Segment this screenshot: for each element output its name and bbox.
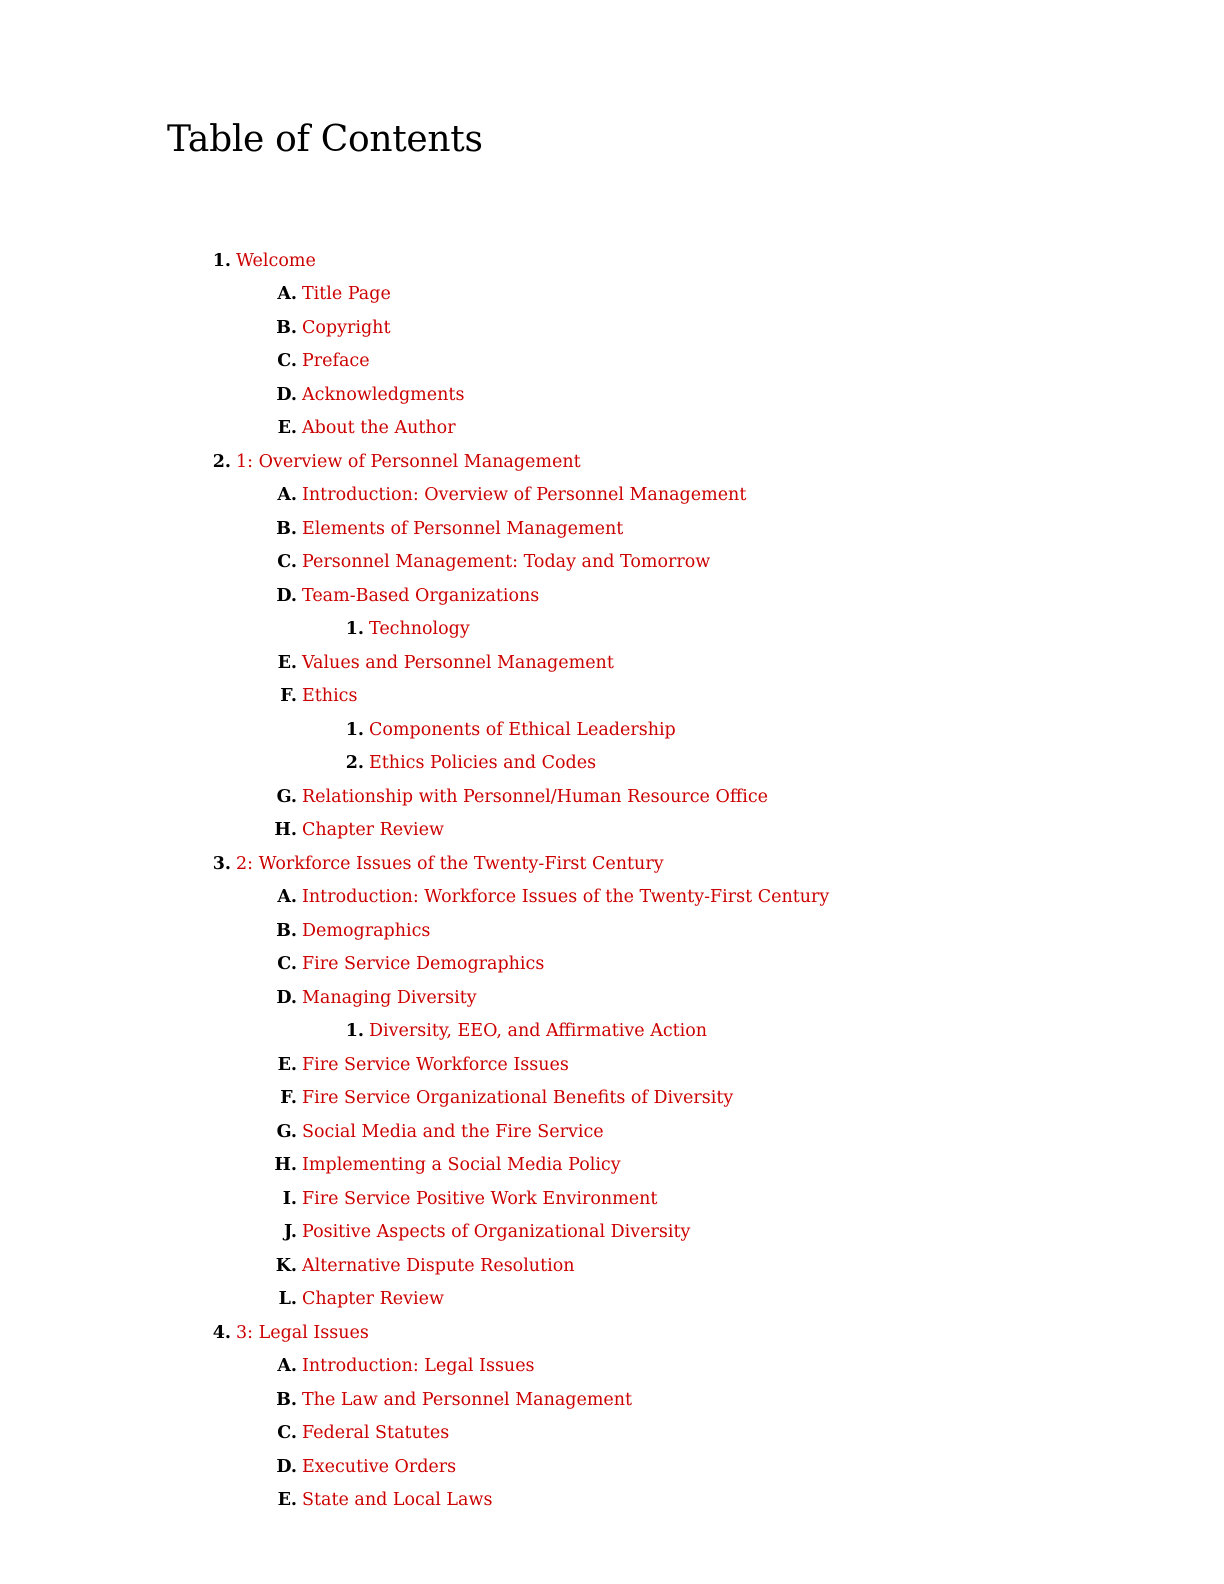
toc-entry-link[interactable]: Technology <box>369 619 470 640</box>
toc-entry-number: A. <box>277 284 297 305</box>
toc-entry-link[interactable]: Executive Orders <box>302 1456 457 1477</box>
page-title: Table of Contents <box>167 119 483 160</box>
toc-entry-link[interactable]: About the Author <box>302 418 456 439</box>
toc-entry-number: C. <box>277 552 297 573</box>
toc-entry-link[interactable]: Personnel Management: Today and Tomorrow <box>302 552 711 573</box>
toc-entry-number: 1. <box>345 1021 364 1042</box>
toc-entry <box>0 412 1224 446</box>
toc-entry-link[interactable]: Acknowledgments <box>302 384 465 405</box>
toc-entry-number: B. <box>276 317 297 338</box>
toc-entry-number: D. <box>276 585 297 606</box>
toc-entry-number: E. <box>277 418 297 439</box>
toc-entry <box>0 948 1224 982</box>
toc-entry-number: H. <box>274 820 297 841</box>
toc-entry <box>0 345 1224 379</box>
toc-entry-link[interactable]: Fire Service Demographics <box>302 954 545 975</box>
toc-entry-number: 1. <box>345 719 364 740</box>
toc-entry-link[interactable]: Team-Based Organizations <box>302 585 540 606</box>
toc-entry-number: 2. <box>212 451 231 472</box>
toc-entry-link[interactable]: Diversity, EEO, and Affirmative Action <box>369 1021 708 1042</box>
toc-entry-number: 2. <box>345 753 364 774</box>
toc-entry <box>0 780 1224 814</box>
toc-entry-link[interactable]: Social Media and the Fire Service <box>302 1121 604 1142</box>
toc-entry-number: D. <box>276 384 297 405</box>
toc-entry-number: F. <box>280 1088 297 1109</box>
toc-entry-link[interactable]: Elements of Personnel Management <box>302 518 624 539</box>
toc-entry <box>0 1350 1224 1384</box>
toc-entry-number: B. <box>276 920 297 941</box>
toc-entry-number: E. <box>277 652 297 673</box>
toc-entry-number: B. <box>276 1389 297 1410</box>
toc-entry <box>0 747 1224 781</box>
toc-entry <box>0 278 1224 312</box>
toc-entry-number: L. <box>278 1289 297 1310</box>
toc-entry-number: J. <box>283 1222 297 1243</box>
toc-entry <box>0 1417 1224 1451</box>
toc-entry <box>0 1283 1224 1317</box>
toc-entry-link[interactable]: 2: Workforce Issues of the Twenty-First Century <box>236 853 664 874</box>
toc-entry-number: F. <box>280 686 297 707</box>
toc-entry-link[interactable]: Demographics <box>302 920 431 941</box>
toc-entry-link[interactable]: Implementing a Social Media Policy <box>302 1155 621 1176</box>
table-of-contents <box>0 244 1224 1517</box>
toc-entry-link[interactable]: State and Local Laws <box>302 1490 493 1511</box>
toc-entry-link[interactable]: Introduction: Workforce Issues of the Twenty-First Century <box>302 887 830 908</box>
toc-entry-number: 1. <box>212 250 231 271</box>
toc-entry-number: C. <box>277 954 297 975</box>
toc-entry <box>0 1048 1224 1082</box>
toc-entry <box>0 579 1224 613</box>
toc-entry-number: A. <box>277 485 297 506</box>
toc-entry <box>0 512 1224 546</box>
toc-entry <box>0 1115 1224 1149</box>
toc-entry <box>0 244 1224 278</box>
toc-entry-number: B. <box>276 518 297 539</box>
toc-entry <box>0 479 1224 513</box>
toc-entry <box>0 1182 1224 1216</box>
toc-entry <box>0 1316 1224 1350</box>
toc-entry <box>0 1383 1224 1417</box>
toc-entry-link[interactable]: Values and Personnel Management <box>302 652 614 673</box>
toc-entry <box>0 546 1224 580</box>
toc-entry-number: 4. <box>212 1322 231 1343</box>
toc-entry-link[interactable]: Relationship with Personnel/Human Resource Office <box>302 786 769 807</box>
toc-entry <box>0 1484 1224 1518</box>
toc-entry-link[interactable]: Preface <box>302 351 370 372</box>
toc-entry-number: E. <box>277 1054 297 1075</box>
toc-entry <box>0 713 1224 747</box>
toc-entry <box>0 814 1224 848</box>
toc-entry-link[interactable]: The Law and Personnel Management <box>302 1389 633 1410</box>
toc-entry-number: A. <box>277 887 297 908</box>
toc-entry-number: D. <box>276 1456 297 1477</box>
toc-entry-link[interactable]: Chapter Review <box>302 1289 444 1310</box>
toc-entry-number: K. <box>275 1255 297 1276</box>
toc-entry <box>0 680 1224 714</box>
toc-entry-number: G. <box>276 786 297 807</box>
toc-entry-number: G. <box>276 1121 297 1142</box>
toc-entry-link[interactable]: Introduction: Overview of Personnel Management <box>302 485 747 506</box>
toc-entry-link[interactable]: Fire Service Positive Work Environment <box>302 1188 658 1209</box>
toc-entry-link[interactable]: Components of Ethical Leadership <box>369 719 676 740</box>
toc-entry-number: E. <box>277 1490 297 1511</box>
toc-entry-link[interactable]: Fire Service Workforce Issues <box>302 1054 569 1075</box>
toc-entry-number: I. <box>282 1188 297 1209</box>
toc-entry-number: C. <box>277 351 297 372</box>
toc-entry <box>0 613 1224 647</box>
toc-entry-number: 3. <box>212 853 231 874</box>
toc-entry-link[interactable]: Introduction: Legal Issues <box>302 1356 535 1377</box>
toc-entry <box>0 847 1224 881</box>
toc-entry <box>0 914 1224 948</box>
toc-entry-link[interactable]: Federal Statutes <box>302 1423 450 1444</box>
toc-entry-link[interactable]: Chapter Review <box>302 820 444 841</box>
toc-entry <box>0 1249 1224 1283</box>
toc-entry-link[interactable]: 1: Overview of Personnel Management <box>236 451 581 472</box>
toc-entry-number: H. <box>274 1155 297 1176</box>
toc-entry-link[interactable]: Fire Service Organizational Benefits of Diversity <box>302 1088 734 1109</box>
toc-entry <box>0 378 1224 412</box>
toc-entry-link[interactable]: Managing Diversity <box>302 987 477 1008</box>
toc-entry-link[interactable]: Alternative Dispute Resolution <box>302 1255 575 1276</box>
toc-entry-number: A. <box>277 1356 297 1377</box>
toc-entry <box>0 1149 1224 1183</box>
toc-entry <box>0 981 1224 1015</box>
toc-entry <box>0 646 1224 680</box>
toc-entry <box>0 1216 1224 1250</box>
toc-entry-number: 1. <box>345 619 364 640</box>
toc-entry-link[interactable]: Welcome <box>236 250 316 271</box>
toc-entry <box>0 881 1224 915</box>
toc-entry-link[interactable]: Ethics Policies and Codes <box>369 753 597 774</box>
toc-entry-number: C. <box>277 1423 297 1444</box>
toc-entry-link[interactable]: 3: Legal Issues <box>236 1322 369 1343</box>
toc-entry-link[interactable]: Positive Aspects of Organizational Diversity <box>302 1222 691 1243</box>
toc-entry <box>0 1015 1224 1049</box>
toc-entry <box>0 1450 1224 1484</box>
toc-entry <box>0 1082 1224 1116</box>
toc-entry-link[interactable]: Title Page <box>302 284 391 305</box>
toc-entry-number: D. <box>276 987 297 1008</box>
toc-entry <box>0 445 1224 479</box>
toc-entry <box>0 311 1224 345</box>
toc-entry-link[interactable]: Ethics <box>302 686 358 707</box>
toc-entry-link[interactable]: Copyright <box>302 317 391 338</box>
